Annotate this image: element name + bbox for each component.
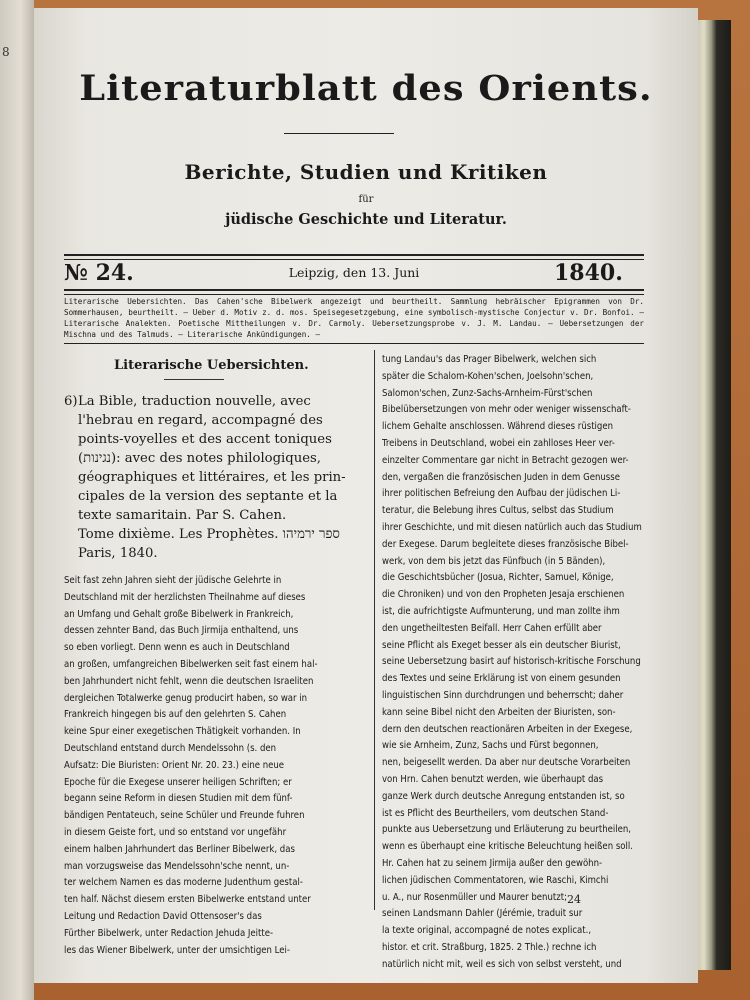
text-line: ten half. Nächst diesem ersten Bibelwerke entstand unter — [64, 894, 311, 906]
issue-year: 1840. — [554, 260, 623, 286]
text-line: nen, beigesellt werden. Da aber nur deutsche Vorarbeiten — [382, 757, 631, 769]
text-line: wenn es überhaupt eine kritische Beleuchtung heißen soll. — [382, 841, 633, 853]
book-spine — [695, 20, 731, 970]
text-line: linguistischen Sinn durchdrungen und beherrscht; daher — [382, 689, 624, 701]
journal-title: Literaturblatt des Orients. — [79, 68, 653, 109]
journal-subtitle: Berichte, Studien und Kritiken — [184, 160, 548, 184]
text-line: Frankreich hingegen bis auf den gelehrten S. Cahen — [64, 709, 287, 721]
text-line: einem halben Jahrhundert das Berliner Bibelwerk, das — [64, 843, 295, 855]
toc-rule — [64, 343, 644, 344]
text-line: histor. et crit. Straßburg, 1825. 2 Thle.) rechne ich — [382, 941, 597, 953]
entry-line — [64, 430, 366, 449]
subtitle-connector: für — [358, 194, 374, 205]
text-line: natürlich nicht mit, weil es sich von selbst versteht, und — [382, 958, 622, 970]
entry-line-text: Paris, 1840. — [78, 546, 158, 561]
text-line: Seit fast zehn Jahren sieht der jüdische Gelehrte in — [64, 575, 282, 586]
text-line: an Umfang und Gehalt große Bibelwerk in Frankreich, — [64, 608, 294, 620]
entry-line — [64, 449, 366, 468]
entry-line — [64, 468, 366, 487]
text-line: Epoche für die Exegese unserer heiligen Schriften; er — [64, 776, 292, 788]
text-line: später die Schalom-Kohen'schen, Joelsohn'schen, — [382, 370, 594, 382]
text-line: teratur, die Belebung ihres Cultus, selbst das Studium — [382, 505, 614, 517]
text-line: in diesem Geiste fort, und so entstand vor ungefähr — [64, 826, 287, 838]
page-number: 24 — [567, 893, 581, 906]
issue-number: № 24. — [64, 260, 134, 286]
text-line: werk, von dem bis jetzt das Fünfbuch (in 5 Bänden), — [382, 555, 606, 567]
text-line: ist es Pflicht des Beurtheilers, vom deutschen Stand- — [382, 807, 609, 819]
text-line: dessen zehnter Band, das Buch Jirmija enthaltend, uns — [64, 625, 299, 637]
text-line: punkte aus Uebersetzung und Erläuterung zu beurtheilen, — [382, 824, 632, 836]
right-column — [382, 352, 650, 973]
text-line: den, vergaßen die französischen Juden in dem Genusse — [382, 471, 620, 483]
section-heading: Literarische Uebersichten. — [114, 358, 309, 373]
issue-place-date: Leipzig, den 13. Juni — [288, 265, 420, 280]
entry-line — [64, 487, 366, 506]
text-line: den ungetheiltesten Beifall. Herr Cahen erfüllt aber — [382, 622, 602, 634]
text-line: an großen, umfangreichen Bibelwerken seit fast einem hal- — [64, 658, 318, 670]
text-line: Leitung und Redaction David Ottensoser's das — [64, 910, 262, 922]
text-line: so eben vorliegt. Denn wenn es auch in Deutschland — [64, 642, 290, 654]
text-line: kann seine Bibel nicht den Arbeiten der Biuristen, son- — [382, 706, 616, 718]
entry-line-text: Tome dixième. Les Prophètes. ספר ירמיהו — [78, 527, 340, 542]
text-line: ist, die aufrichtigste Aufmunterung, und man zollte ihm — [382, 605, 620, 617]
text-line: man vorzugsweise das Mendelssohn'sche nennt, un- — [64, 860, 290, 872]
text-line: ihrer politischen Befreiung den Aufbau der jüdischen Li- — [382, 488, 621, 500]
text-line: seine Uebersetzung basirt auf historisch-kritische Forschung — [382, 656, 641, 668]
text-line: begann seine Reform in diesen Studien mit dem fünf- — [64, 793, 293, 805]
masthead-rule-bottom — [64, 289, 644, 295]
text-line: Fürther Bibelwerk, unter Redaction Jehuda Jeitte- — [64, 927, 274, 939]
journal-page — [34, 8, 698, 983]
bibliographic-entry — [64, 392, 366, 563]
text-line: lichem Gehalte anschlossen. Während dieses rüstigen — [382, 421, 614, 433]
left-column — [64, 358, 366, 959]
entry-line-text: géographiques et littéraires, et les prin- — [78, 470, 346, 485]
text-line: von Hrn. Cahen benutzt werden, wie überhaupt das — [382, 773, 604, 785]
journal-subtitle-2: jüdische Geschichte und Literatur. — [225, 211, 507, 228]
entry-line-text: l'hebrau en regard, accompagné des — [78, 413, 323, 428]
column-divider — [374, 350, 375, 910]
text-line: tung Landau's das Prager Bibelwerk, welchen sich — [382, 354, 597, 365]
entry-line-text: La Bible, traduction nouvelle, avec — [78, 394, 311, 409]
table-of-contents: Literarische Uebersichten. Das Cahen'sche Bibelwerk angezeigt und beurtheilt. Sammlung hebräischer Epigrammen von Dr. Sommerhausen, beurtheilt. — Ueber d. Motiv z. d. mos. Speisegesetzgebung, eine symbolisch-mystische Conjectur v. Dr. Bonfoi. — Literarische Analekten. Poetische Mittheilungen v. Dr. Carmoly. Uebersetzungsprobe v. J. M. Landau. — Uebersetzungen der Mischna und des Talmuds. — Literarische Ankündigungen. — — [64, 297, 644, 339]
section-rule — [164, 379, 224, 380]
entry-line-text: cipales de la version des septante et la — [78, 489, 338, 504]
text-line: les das Wiener Bibelwerk, unter der umsichtigen Lei- — [64, 944, 290, 956]
entry-line-text: texte samaritain. Par S. Cahen. — [78, 508, 287, 523]
text-line: dern den deutschen reactionären Arbeiten in der Exegese, — [382, 723, 633, 735]
right-column-body — [382, 352, 650, 973]
text-line: ben Jahrhundert nicht fehlt, wenn die deutschen Israeliten — [64, 675, 314, 687]
title-rule — [284, 133, 394, 134]
entry-number: 6) — [64, 394, 78, 409]
text-line: keine Spur einer exegetischen Thätigkeit vorhanden. In — [64, 726, 301, 738]
entry-line — [64, 392, 366, 411]
previous-page-edge — [0, 0, 34, 1000]
text-line: bändigen Pentateuch, seine Schüler und Freunde fuhren — [64, 810, 305, 822]
text-line: dergleichen Totalwerke genug producirt haben, so war in — [64, 692, 308, 704]
text-line: Deutschland mit der herzlichsten Theilnahme auf dieses — [64, 591, 306, 603]
text-line: wie sie Arnheim, Zunz, Sachs und Fürst begonnen, — [382, 740, 599, 752]
text-line: lichen jüdischen Commentatoren, wie Raschi, Kimchi — [382, 874, 609, 886]
text-line: ganze Werk durch deutsche Anregung entstanden ist, so — [382, 790, 625, 802]
text-line: seinen Landsmann Dahler (Jérémie, traduit sur — [382, 908, 583, 920]
entry-line-text: (נגינות): avec des notes philologiques, — [78, 451, 321, 466]
entry-line — [64, 544, 366, 563]
text-line: ter welchem Namen es das moderne Judenthum gestal- — [64, 877, 303, 889]
text-line: Bibelübersetzungen von mehr oder weniger wissenschaft- — [382, 404, 631, 416]
text-line: seine Pflicht als Exeget besser als ein deutscher Biurist, — [382, 639, 621, 651]
text-line: Salomon'schen, Zunz-Sachs-Arnheim-Fürst'schen — [382, 387, 593, 399]
text-line: Treibens in Deutschland, wobei ein zahlloses Heer ver- — [382, 437, 615, 449]
entry-line — [64, 506, 366, 525]
entry-line — [64, 411, 366, 430]
text-line: Deutschland entstand durch Mendelssohn (s. den — [64, 742, 277, 754]
text-line: u. A., nur Rosenmüller und Maurer benutzt; — [382, 891, 567, 903]
text-line: Aufsatz: Die Biuristen: Orient Nr. 20. 23.) eine neue — [64, 759, 285, 771]
entry-line — [64, 525, 366, 544]
text-line: la texte original, accompagné de notes explicat., — [382, 925, 592, 937]
text-line: die Geschichtsbücher (Josua, Richter, Samuel, Könige, — [382, 572, 614, 584]
margin-digit: 8 — [2, 45, 10, 59]
text-line: ihrer Geschichte, und mit diesen natürlich auch das Studium — [382, 521, 642, 533]
text-line: die Chroniken) und von den Propheten Jesaja erschienen — [382, 589, 625, 601]
text-line: des Textes und seine Erklärung ist von einem gesunden — [382, 673, 621, 685]
text-line: einzelter Commentare gar nicht in Betracht gezogen wer- — [382, 454, 629, 466]
left-column-body — [64, 573, 366, 959]
entry-line-text: points-voyelles et des accent toniques — [78, 432, 332, 447]
text-line: Hr. Cahen hat zu seinem Jirmija außer den gewöhn- — [382, 857, 603, 869]
text-line: der Exegese. Darum begleitete dieses französische Bibel- — [382, 538, 629, 550]
